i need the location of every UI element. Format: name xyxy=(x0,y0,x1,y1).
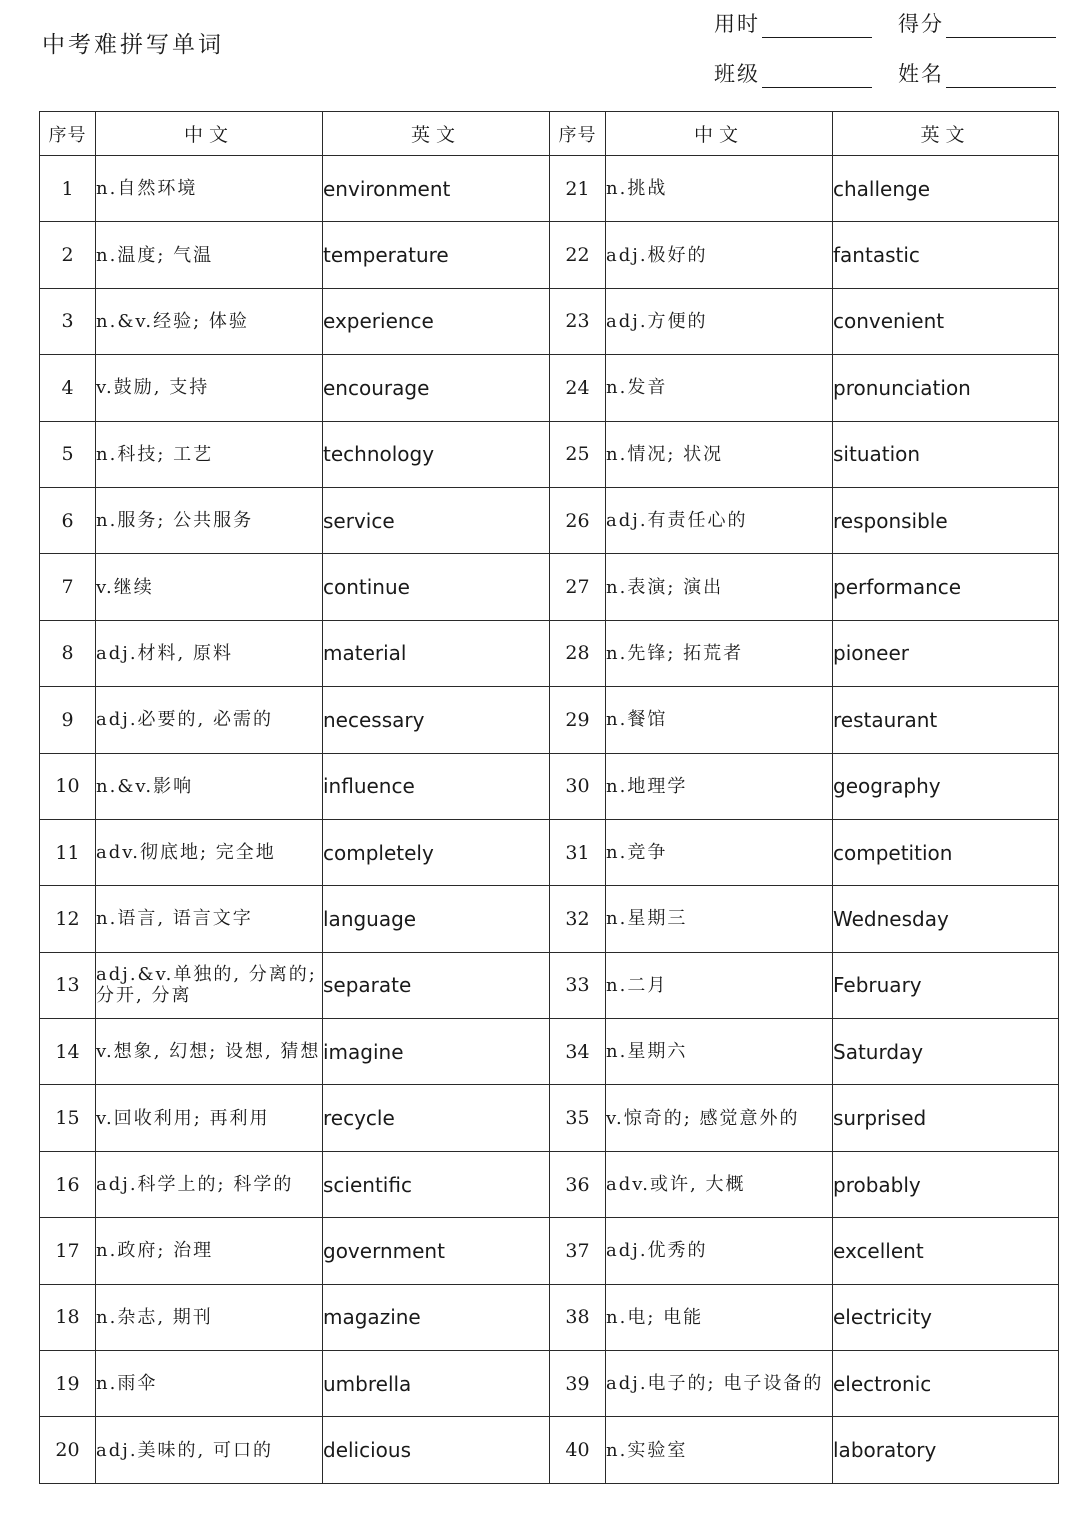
row-number-cell: 22 xyxy=(550,222,606,288)
row-number-cell: 33 xyxy=(550,952,606,1018)
english-word-cell: challenge xyxy=(833,156,1059,222)
english-word-cell: electricity xyxy=(833,1284,1059,1350)
row-number-cell: 27 xyxy=(550,554,606,620)
table-row xyxy=(40,952,1059,1018)
row-number-cell: 25 xyxy=(550,421,606,487)
class-label: 班级 xyxy=(714,62,760,86)
worksheet-title: 中考难拼写单词 xyxy=(42,32,224,58)
english-word-cell: encourage xyxy=(323,355,550,421)
chinese-meaning-cell: n.竞争 xyxy=(606,819,833,885)
name-field xyxy=(898,58,1056,88)
english-word-cell: pronunciation xyxy=(833,355,1059,421)
chinese-meaning-cell: n.自然环境 xyxy=(96,156,323,222)
chinese-meaning-cell: adj.材料, 原料 xyxy=(96,620,323,686)
table-row xyxy=(40,753,1059,819)
row-number-cell: 34 xyxy=(550,1019,606,1085)
chinese-meaning-cell: n.餐馆 xyxy=(606,687,833,753)
chinese-meaning-cell: adj.必要的, 必需的 xyxy=(96,687,323,753)
english-word-cell: February xyxy=(833,952,1059,1018)
chinese-meaning-cell: n.表演; 演出 xyxy=(606,554,833,620)
table-row xyxy=(40,156,1059,222)
english-word-cell: continue xyxy=(323,554,550,620)
table-row xyxy=(40,687,1059,753)
chinese-meaning-cell: adj.有责任心的 xyxy=(606,487,833,553)
table-row xyxy=(40,1284,1059,1350)
row-number-cell: 1 xyxy=(40,156,96,222)
chinese-meaning-cell: adv.或许, 大概 xyxy=(606,1151,833,1217)
row-number-cell: 38 xyxy=(550,1284,606,1350)
english-word-cell: necessary xyxy=(323,687,550,753)
col-header-english-2: 英文 xyxy=(833,112,1059,156)
chinese-meaning-cell: n.杂志, 期刊 xyxy=(96,1284,323,1350)
english-word-cell: Wednesday xyxy=(833,886,1059,952)
row-number-cell: 10 xyxy=(40,753,96,819)
col-header-chinese: 中文 xyxy=(96,112,323,156)
chinese-meaning-cell: n.实验室 xyxy=(606,1417,833,1483)
chinese-meaning-cell: adj.极好的 xyxy=(606,222,833,288)
row-number-cell: 3 xyxy=(40,288,96,354)
english-word-cell: umbrella xyxy=(323,1351,550,1417)
class-field xyxy=(714,58,872,88)
col-header-number: 序号 xyxy=(40,112,96,156)
name-label: 姓名 xyxy=(898,62,944,86)
row-number-cell: 35 xyxy=(550,1085,606,1151)
row-number-cell: 39 xyxy=(550,1351,606,1417)
english-word-cell: convenient xyxy=(833,288,1059,354)
table-row xyxy=(40,1151,1059,1217)
english-word-cell: Saturday xyxy=(833,1019,1059,1085)
row-number-cell: 2 xyxy=(40,222,96,288)
row-number-cell: 6 xyxy=(40,487,96,553)
english-word-cell: probably xyxy=(833,1151,1059,1217)
table-row xyxy=(40,1351,1059,1417)
chinese-meaning-cell: n.雨伞 xyxy=(96,1351,323,1417)
table-row xyxy=(40,1019,1059,1085)
table-row xyxy=(40,288,1059,354)
row-number-cell: 40 xyxy=(550,1417,606,1483)
english-word-cell: competition xyxy=(833,819,1059,885)
chinese-meaning-cell: n.科技; 工艺 xyxy=(96,421,323,487)
english-word-cell: surprised xyxy=(833,1085,1059,1151)
english-word-cell: fantastic xyxy=(833,222,1059,288)
chinese-meaning-cell: v.继续 xyxy=(96,554,323,620)
score-blank[interactable] xyxy=(946,15,1056,38)
chinese-meaning-cell: n.发音 xyxy=(606,355,833,421)
row-number-cell: 12 xyxy=(40,886,96,952)
table-header-row xyxy=(40,112,1059,156)
english-word-cell: geography xyxy=(833,753,1059,819)
table-row xyxy=(40,1218,1059,1284)
row-number-cell: 19 xyxy=(40,1351,96,1417)
row-number-cell: 31 xyxy=(550,819,606,885)
english-word-cell: restaurant xyxy=(833,687,1059,753)
chinese-meaning-cell: v.回收利用; 再利用 xyxy=(96,1085,323,1151)
chinese-meaning-cell: adj.美味的, 可口的 xyxy=(96,1417,323,1483)
english-word-cell: delicious xyxy=(323,1417,550,1483)
table-row xyxy=(40,554,1059,620)
chinese-meaning-cell: n.星期三 xyxy=(606,886,833,952)
chinese-meaning-cell: n.情况; 状况 xyxy=(606,421,833,487)
english-word-cell: electronic xyxy=(833,1351,1059,1417)
chinese-meaning-cell: n.电; 电能 xyxy=(606,1284,833,1350)
english-word-cell: language xyxy=(323,886,550,952)
col-header-english: 英文 xyxy=(323,112,550,156)
row-number-cell: 13 xyxy=(40,952,96,1018)
time-used-blank[interactable] xyxy=(762,15,872,38)
row-number-cell: 23 xyxy=(550,288,606,354)
score-field xyxy=(898,8,1056,38)
row-number-cell: 18 xyxy=(40,1284,96,1350)
chinese-meaning-cell: adj.科学上的; 科学的 xyxy=(96,1151,323,1217)
english-word-cell: responsible xyxy=(833,487,1059,553)
chinese-meaning-cell: n.地理学 xyxy=(606,753,833,819)
english-word-cell: experience xyxy=(323,288,550,354)
table-row xyxy=(40,886,1059,952)
row-number-cell: 20 xyxy=(40,1417,96,1483)
chinese-meaning-cell: n.&v.经验; 体验 xyxy=(96,288,323,354)
row-number-cell: 4 xyxy=(40,355,96,421)
chinese-meaning-cell: n.语言, 语言文字 xyxy=(96,886,323,952)
score-label: 得分 xyxy=(898,12,944,36)
row-number-cell: 24 xyxy=(550,355,606,421)
row-number-cell: 16 xyxy=(40,1151,96,1217)
time-used-field xyxy=(714,8,872,38)
english-word-cell: material xyxy=(323,620,550,686)
english-word-cell: separate xyxy=(323,952,550,1018)
table-row xyxy=(40,819,1059,885)
english-word-cell: situation xyxy=(833,421,1059,487)
class-blank[interactable] xyxy=(762,65,872,88)
english-word-cell: government xyxy=(323,1218,550,1284)
chinese-meaning-cell: n.政府; 治理 xyxy=(96,1218,323,1284)
row-number-cell: 14 xyxy=(40,1019,96,1085)
table-row xyxy=(40,620,1059,686)
row-number-cell: 30 xyxy=(550,753,606,819)
chinese-meaning-cell: n.服务; 公共服务 xyxy=(96,487,323,553)
row-number-cell: 15 xyxy=(40,1085,96,1151)
row-number-cell: 9 xyxy=(40,687,96,753)
row-number-cell: 32 xyxy=(550,886,606,952)
chinese-meaning-cell: adj.优秀的 xyxy=(606,1218,833,1284)
row-number-cell: 11 xyxy=(40,819,96,885)
time-used-label: 用时 xyxy=(714,12,760,36)
vocabulary-table xyxy=(39,111,1059,1484)
chinese-meaning-cell: adj.&v.单独的, 分离的; 分开, 分离 xyxy=(96,952,323,1018)
chinese-meaning-cell: v.想象, 幻想; 设想, 猜想 xyxy=(96,1019,323,1085)
english-word-cell: pioneer xyxy=(833,620,1059,686)
english-word-cell: scientific xyxy=(323,1151,550,1217)
english-word-cell: completely xyxy=(323,819,550,885)
english-word-cell: environment xyxy=(323,156,550,222)
table-row xyxy=(40,421,1059,487)
table-row xyxy=(40,355,1059,421)
chinese-meaning-cell: n.星期六 xyxy=(606,1019,833,1085)
row-number-cell: 36 xyxy=(550,1151,606,1217)
row-number-cell: 7 xyxy=(40,554,96,620)
chinese-meaning-cell: n.&v.影响 xyxy=(96,753,323,819)
row-number-cell: 8 xyxy=(40,620,96,686)
col-header-number-2: 序号 xyxy=(550,112,606,156)
english-word-cell: recycle xyxy=(323,1085,550,1151)
chinese-meaning-cell: n.先锋; 拓荒者 xyxy=(606,620,833,686)
chinese-meaning-cell: n.二月 xyxy=(606,952,833,1018)
row-number-cell: 17 xyxy=(40,1218,96,1284)
chinese-meaning-cell: n.挑战 xyxy=(606,156,833,222)
row-number-cell: 21 xyxy=(550,156,606,222)
row-number-cell: 5 xyxy=(40,421,96,487)
english-word-cell: temperature xyxy=(323,222,550,288)
row-number-cell: 26 xyxy=(550,487,606,553)
english-word-cell: performance xyxy=(833,554,1059,620)
english-word-cell: imagine xyxy=(323,1019,550,1085)
english-word-cell: magazine xyxy=(323,1284,550,1350)
row-number-cell: 28 xyxy=(550,620,606,686)
chinese-meaning-cell: v.惊奇的; 感觉意外的 xyxy=(606,1085,833,1151)
chinese-meaning-cell: v.鼓励, 支持 xyxy=(96,355,323,421)
col-header-chinese-2: 中文 xyxy=(606,112,833,156)
english-word-cell: excellent xyxy=(833,1218,1059,1284)
table-row xyxy=(40,1085,1059,1151)
row-number-cell: 29 xyxy=(550,687,606,753)
english-word-cell: influence xyxy=(323,753,550,819)
chinese-meaning-cell: adv.彻底地; 完全地 xyxy=(96,819,323,885)
name-blank[interactable] xyxy=(946,65,1056,88)
row-number-cell: 37 xyxy=(550,1218,606,1284)
english-word-cell: laboratory xyxy=(833,1417,1059,1483)
english-word-cell: technology xyxy=(323,421,550,487)
table-row xyxy=(40,222,1059,288)
table-row xyxy=(40,487,1059,553)
english-word-cell: service xyxy=(323,487,550,553)
table-row xyxy=(40,1417,1059,1483)
chinese-meaning-cell: n.温度; 气温 xyxy=(96,222,323,288)
chinese-meaning-cell: adj.电子的; 电子设备的 xyxy=(606,1351,833,1417)
chinese-meaning-cell: adj.方便的 xyxy=(606,288,833,354)
